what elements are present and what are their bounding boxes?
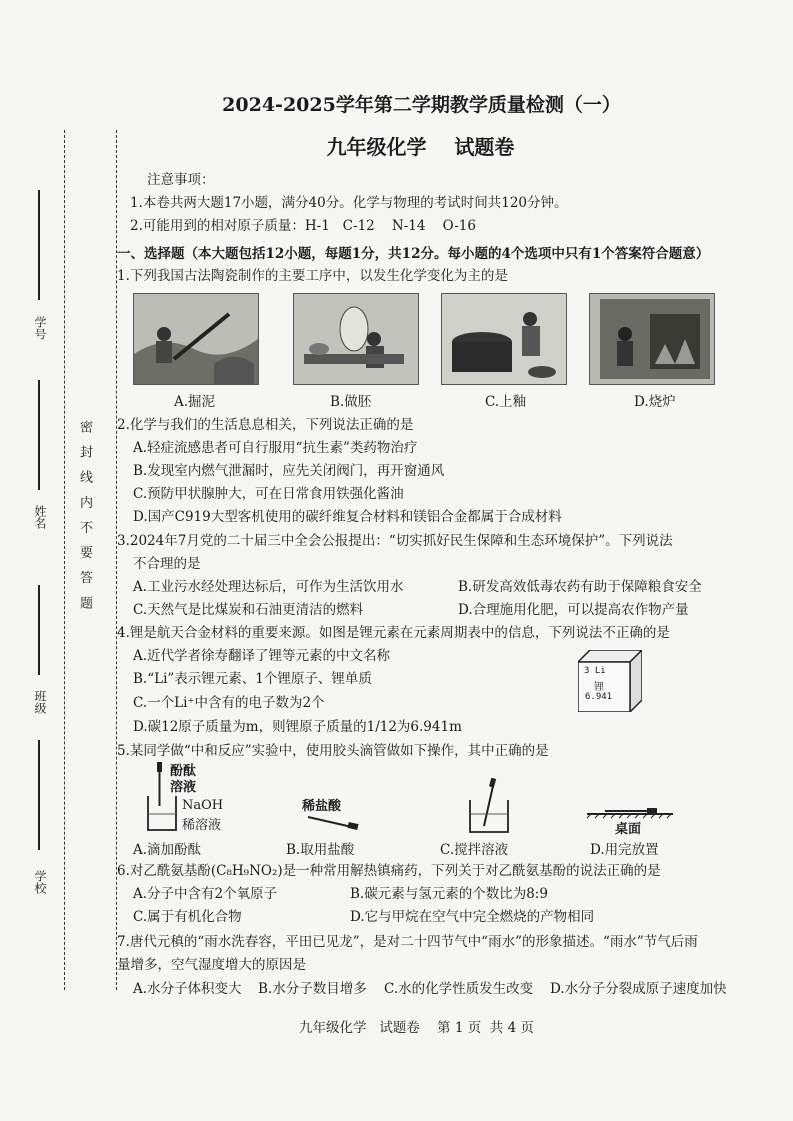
label-naoh: NaOH [182, 798, 224, 813]
exam-subtitle: 九年级化学 试题卷 [326, 135, 515, 159]
field-label-name: 姓名 [33, 505, 47, 529]
q4-option-d: D.碳12原子质量为m，则锂原子质量的1/12为6.941m [133, 719, 462, 735]
q5-option-b: B.取用盐酸 [286, 842, 355, 858]
field-label-class: 班级 [33, 690, 47, 714]
field-line-name [38, 380, 40, 490]
q4-stem: 4.锂是航天合金材料的重要来源。如图是锂元素在元素周期表中的信息，下列说法不正确的是 [117, 625, 670, 641]
q6-stem: 6.对乙酰氨基酚(C₈H₉NO₂)是一种常用解热镇痛药，下列关于对乙酰氨基酚的说法正确的是 [117, 863, 661, 879]
element-number: 3 [584, 666, 590, 676]
q4-option-b: B.“Li”表示锂元素、1个锂原子、锂单质 [133, 671, 372, 687]
q2-option-b: B.发现室内燃气泄漏时，应先关闭阀门，再开窗通风 [133, 463, 445, 479]
q2-option-a: A.轻症流感患者可自行服用“抗生素”类药物治疗 [133, 440, 418, 456]
q5-diagram-d [585, 800, 675, 836]
q3-stem-line2: 不合理的是 [133, 556, 201, 572]
q2-option-c: C.预防甲状腺肿大，可在日常食用铁强化酱油 [133, 486, 404, 502]
field-label-school: 学校 [33, 870, 47, 894]
q6-option-a: A.分子中含有2个氧原子 [133, 886, 278, 902]
q3-option-a: A.工业污水经处理达标后，可作为生活饮用水 [133, 579, 404, 595]
q5-stem: 5.某同学做“中和反应”实验中，使用胶头滴管做如下操作，其中正确的是 [117, 743, 549, 759]
binding-warning: 密 封 线 内 不 要 答 题 [77, 420, 92, 613]
q3-option-c: C.天然气是比煤炭和石油更清洁的燃料 [133, 602, 364, 618]
notes-item-2: 2.可能用到的相对原子质量：H-1 C-12 N-14 O-16 [130, 218, 476, 234]
q3-option-b: B.研发高效低毒农药有助于保障粮食安全 [458, 579, 702, 595]
field-line-id [38, 190, 40, 300]
q1-image-dig-clay [133, 293, 259, 385]
section-heading: 一、选择题（本大题包括12小题，每题1分，共12分。每小题的4个选项中只有1个答案符合题意） [117, 246, 710, 262]
q1-image-glaze [441, 293, 567, 385]
q7-stem-line1: 7.唐代元稹的“雨水洗春容，平田已见龙”，是对二十四节气中“雨水”的形象描述。“雨水”节气后雨 [117, 934, 698, 950]
q5-option-c: C.搅拌溶液 [440, 842, 509, 858]
notes-heading: 注意事项： [147, 172, 215, 188]
label-dilute-solution: 稀溶液 [182, 818, 222, 833]
label-phenol-1: 酚酞 [170, 764, 197, 779]
q4-option-a: A.近代学者徐寿翻译了锂等元素的中文名称 [133, 648, 391, 664]
label-phenol-2: 溶液 [170, 780, 197, 795]
q3-stem-line1: 3.2024年7月党的二十届三中全会公报提出：“切实抓好民生保障和生态环境保护”。下列说法 [117, 533, 673, 549]
page-footer: 九年级化学 试题卷 第 1 页 共 4 页 [299, 1020, 534, 1036]
q6-option-c: C.属于有机化合物 [133, 909, 242, 925]
field-line-school [38, 740, 40, 850]
q1-option-a: A.掘泥 [174, 394, 216, 410]
q6-option-b: B.碳元素与氢元素的个数比为8:9 [350, 886, 548, 902]
q5-option-d: D.用完放置 [590, 842, 659, 858]
q3-option-d: D.合理施用化肥，可以提高农作物产量 [458, 602, 689, 618]
q7-option-c: C.水的化学性质发生改变 [384, 981, 534, 997]
q5-diagram-c [462, 778, 522, 834]
element-mass: 6.941 [585, 692, 613, 702]
binding-dash-line-outer [64, 130, 65, 990]
field-label-id: 学号 [33, 316, 47, 340]
label-dilute-hcl: 稀盐酸 [302, 799, 342, 814]
q1-option-b: B.做胚 [330, 394, 372, 410]
q7-option-a: A.水分子体积变大 [133, 981, 242, 997]
field-line-class [38, 585, 40, 675]
q5-diagram-b [290, 795, 400, 835]
q1-image-kiln [589, 293, 715, 385]
label-tabletop: 桌面 [615, 822, 642, 837]
q6-option-d: D.它与甲烷在空气中完全燃烧的产物相同 [350, 909, 595, 925]
element-symbol: Li [594, 666, 606, 676]
q7-option-d: D.水分子分裂成原子速度加快 [550, 981, 727, 997]
lithium-element-card [578, 650, 642, 712]
q1-option-c: C.上釉 [485, 394, 527, 410]
exam-title: 2024-2025学年第二学期教学质量检测（一） [222, 94, 621, 116]
q1-image-make-blank [293, 293, 419, 385]
q4-option-c: C.一个Li⁺中含有的电子数为2个 [133, 695, 325, 711]
q7-stem-line2: 量增多，空气湿度增大的原因是 [117, 957, 306, 973]
q2-stem: 2.化学与我们的生活息息相关，下列说法正确的是 [117, 417, 414, 433]
q1-option-d: D.烧炉 [634, 394, 676, 410]
q2-option-d: D.国产C919大型客机使用的碳纤维复合材料和镁铝合金都属于合成材料 [133, 509, 562, 525]
element-name: 锂 [594, 682, 604, 693]
q1-stem: 1.下列我国古法陶瓷制作的主要工序中，以发生化学变化为主的是 [117, 268, 508, 284]
q5-option-a: A.滴加酚酞 [133, 842, 202, 858]
q5-diagram-a [140, 762, 270, 832]
q7-option-b: B.水分子数目增多 [258, 981, 367, 997]
notes-item-1: 1.本卷共两大题17小题，满分40分。化学与物理的考试时间共120分钟。 [130, 195, 568, 211]
